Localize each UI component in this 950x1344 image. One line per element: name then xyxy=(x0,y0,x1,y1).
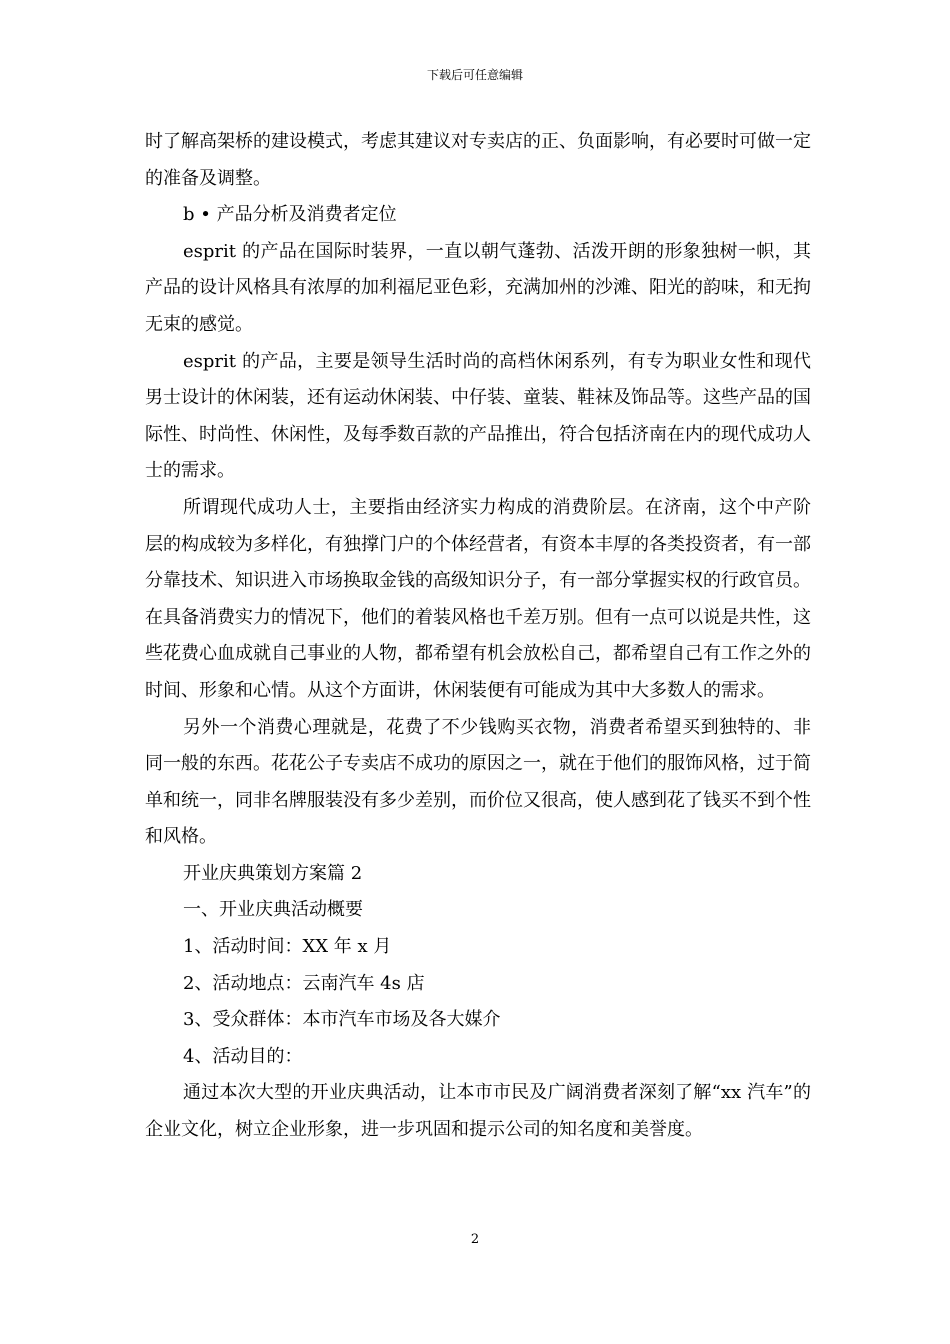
paragraph: 所谓现代成功人士，主要指由经济实力构成的消费阶层。在济南，这个中产阶层的构成较为多样化，有独撑门户的个体经营者，有资本丰厚的各类投资者，有一部分靠技术、知识进入市场换取金钱的高级知识分子，有一部分掌握实权的行政官员。在具备消费实力的情况下，他们的着装风格也千差万别。但有一点可以说是共性，这些花费心血成就自己事业的人物，都希望有机会放松自己，都希望自己有工作之外的时间、形象和心情。从这个方面讲，休闲装便有可能成为其中大多数人的需求。 xyxy=(145,496,811,701)
page-number: 2 xyxy=(470,1232,480,1247)
paragraph: 另外一个消费心理就是，花费了不少钱购买衣物，消费者希望买到独特的、非同一般的东西。花花公子专卖店不成功的原因之一，就在于他们的服饰风格，过于简单和统一，同非名牌服装没有多少差别，而价位又很高，使人感到花了钱买不到个性和风格。 xyxy=(145,716,811,848)
list-item: 4、活动目的： xyxy=(183,1045,303,1067)
paragraph: esprit 的产品，主要是领导生活时尚的高档休闲系列，有专为职业女性和现代男士设计的休闲装，还有运动休闲装、中仔装、童装、鞋袜及饰品等。这些产品的国际性、时尚性、休闲性，及每季数百款的产品推出，符合包括济南在内的现代成功人士的需求。 xyxy=(145,350,811,482)
section-heading: 一、开业庆典活动概要 xyxy=(183,899,363,921)
list-item: 3、受众群体：本市汽车市场及各大媒介 xyxy=(183,1009,501,1031)
paragraph: 时了解高架桥的建设模式，考虑其建议对专卖店的正、负面影响，有必要时可做一定的准备及调整。 xyxy=(145,131,811,189)
page-header: 下载后可任意编辑 xyxy=(426,68,523,82)
section-heading: b • 产品分析及消费者定位 xyxy=(183,204,397,226)
list-item: 1、活动时间：XX 年 x 月 xyxy=(183,936,392,958)
paragraph: 通过本次大型的开业庆典活动，让本市市民及广阔消费者深刻了解“xx 汽车”的企业文化，树立企业形象，进一步巩固和提示公司的知名度和美誉度。 xyxy=(145,1082,811,1141)
paragraph: esprit 的产品在国际时装界，一直以朝气蓬勃、活泼开朗的形象独树一帜，其产品的设计风格具有浓厚的加利福尼亚色彩，充满加州的沙滩、阳光的韵味，和无拘无束的感觉。 xyxy=(145,240,811,335)
section-heading: 开业庆典策划方案篇 2 xyxy=(183,862,363,884)
document-body xyxy=(145,124,811,1149)
list-item: 2、活动地点：云南汽车 4s 店 xyxy=(183,972,425,994)
